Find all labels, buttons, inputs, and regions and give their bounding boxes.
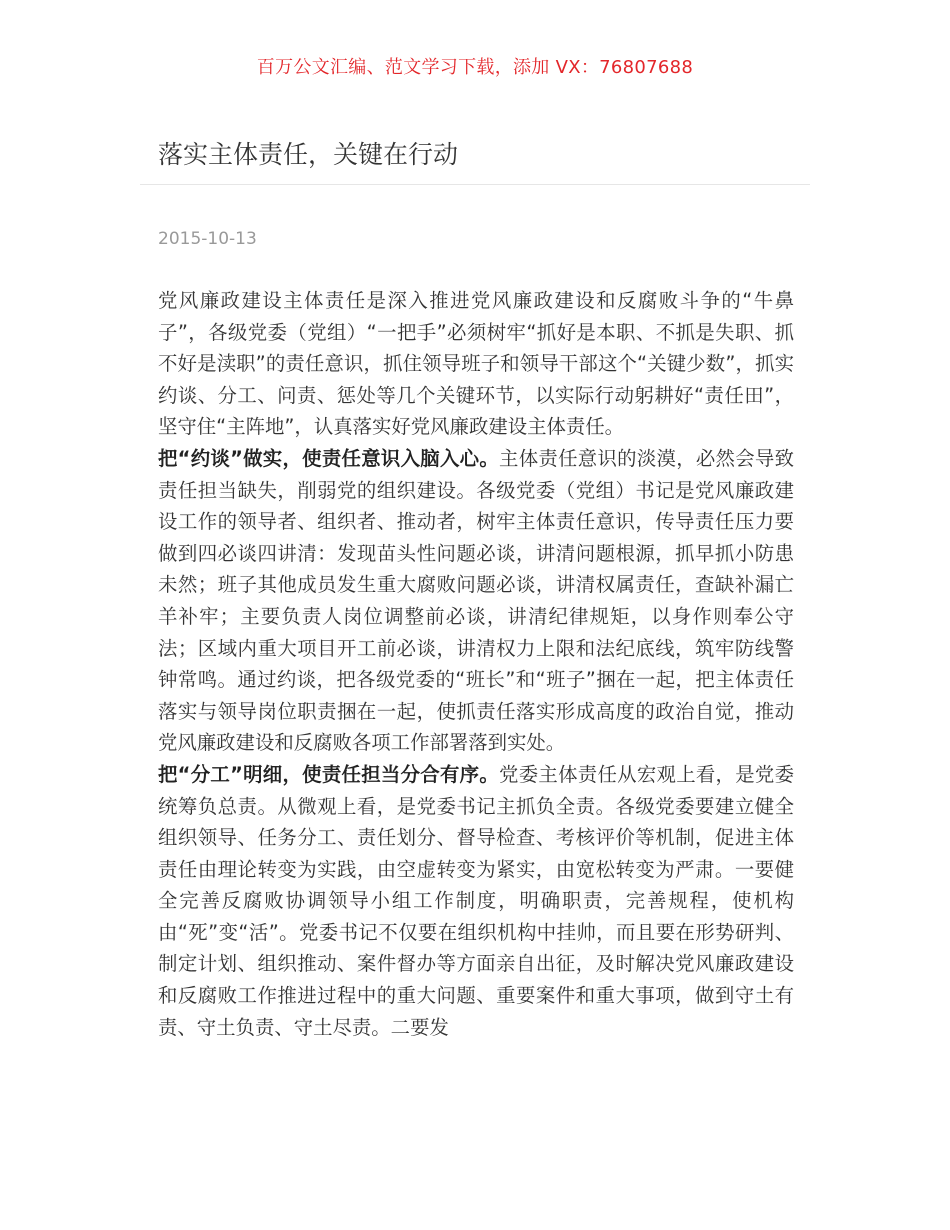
paragraph-lead: 把“分工”明细，使责任担当分合有序。 xyxy=(158,762,500,786)
article-title: 落实主体责任，关键在行动 xyxy=(158,140,459,169)
paragraph-lead: 把“约谈”做实，使责任意识入脑入心。 xyxy=(158,446,500,470)
paragraph-division xyxy=(158,759,794,1043)
paragraph-interview xyxy=(158,443,794,759)
title-divider xyxy=(140,184,810,185)
paragraph-text: 主体责任意识的淡漠，必然会导致责任担当缺失，削弱党的组织建设。各级党委（党组）书记是党风廉政建设工作的领导者、组织者、推动者，树牢主体责任意识，传导责任压力要做到四必谈四讲清：发现苗头性问题必谈，讲清问题根源，抓早抓小防患未然；班子其他成员发生重大腐败问题必谈，讲清权属责任，查缺补漏亡羊补牢；主要负责人岗位调整前必谈，讲清纪律规矩，以身作则奉公守法；区域内重大项目开工前必谈，讲清权力上限和法纪底线，筑牢防线警钟常鸣。通过约谈，把各级党委的“班长”和“班子”捆在一起，把主体责任落实与领导岗位职责捆在一起，使抓责任落实形成高度的政治自觉，推动党风廉政建设和反腐败各项工作部署落到实处。 xyxy=(158,446,794,755)
paragraph-text: 党风廉政建设主体责任是深入推进党风廉政建设和反腐败斗争的“牛鼻子”，各级党委（党组）“一把手”必须树牢“抓好是本职、不抓是失职、抓不好是渎职”的责任意识，抓住领导班子和领导干部这个“关键少数”，抓实约谈、分工、问责、惩处等几个关键环节，以实际行动躬耕好“责任田”，坚守住“主阵地”，认真落实好党风廉政建设主体责任。 xyxy=(158,289,794,439)
article-body xyxy=(158,285,794,1043)
paragraph-intro xyxy=(158,285,794,443)
publish-date: 2015-10-13 xyxy=(158,229,257,249)
download-banner: 百万公文汇编、范文学习下载，添加 VX：76807688 xyxy=(256,57,694,78)
paragraph-text: 党委主体责任从宏观上看，是党委统筹负总责。从微观上看，是党委书记主抓负全责。各级党委要建立健全组织领导、任务分工、责任划分、督导检查、考核评价等机制，促进主体责任由理论转变为实践，由空虚转变为紧实，由宽松转变为严肃。一要健全完善反腐败协调领导小组工作制度，明确职责，完善规程，使机构由“死”变“活”。党委书记不仅要在组织机构中挂帅，而且要在形势研判、制定计划、组织推动、案件督办等方面亲自出征，及时解决党风廉政建设和反腐败工作推进过程中的重大问题、重要案件和重大事项，做到守土有责、守土负责、守土尽责。二要发 xyxy=(158,762,794,1039)
